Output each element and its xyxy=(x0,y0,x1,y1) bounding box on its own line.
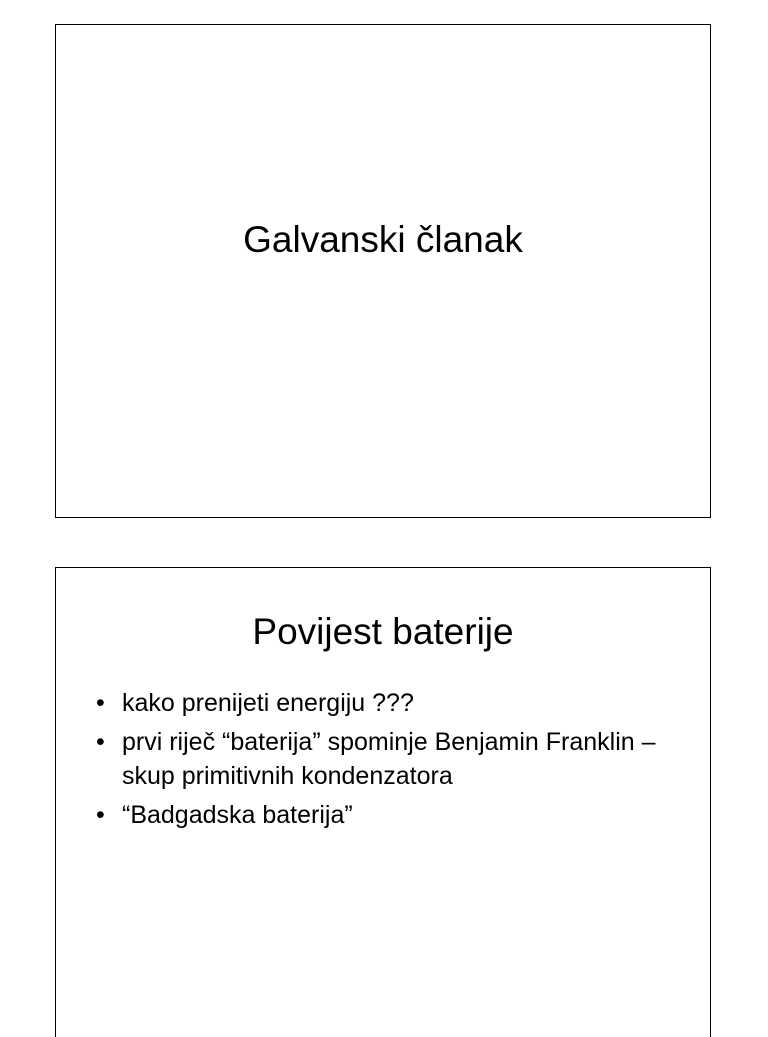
list-item xyxy=(96,686,690,720)
bullet-text: kako prenijeti energiju ??? xyxy=(122,689,414,717)
slide-2-title: Povijest baterije xyxy=(252,611,514,652)
bullet-mark: • xyxy=(96,801,105,829)
list-item xyxy=(96,798,690,832)
bullet-text: “Badgadska baterija” xyxy=(122,801,353,829)
slide-2 xyxy=(55,567,711,1037)
list-item xyxy=(96,725,690,793)
slide-1 xyxy=(55,24,711,518)
bullet-text: prvi riječ “baterija” spominje Benjamin Franklin – skup primitivnih kondenzatora xyxy=(122,728,656,790)
bullet-list xyxy=(96,686,690,837)
slide-1-title: Galvanski članak xyxy=(243,219,523,260)
bullet-mark: • xyxy=(96,728,105,756)
bullet-mark: • xyxy=(96,689,105,717)
